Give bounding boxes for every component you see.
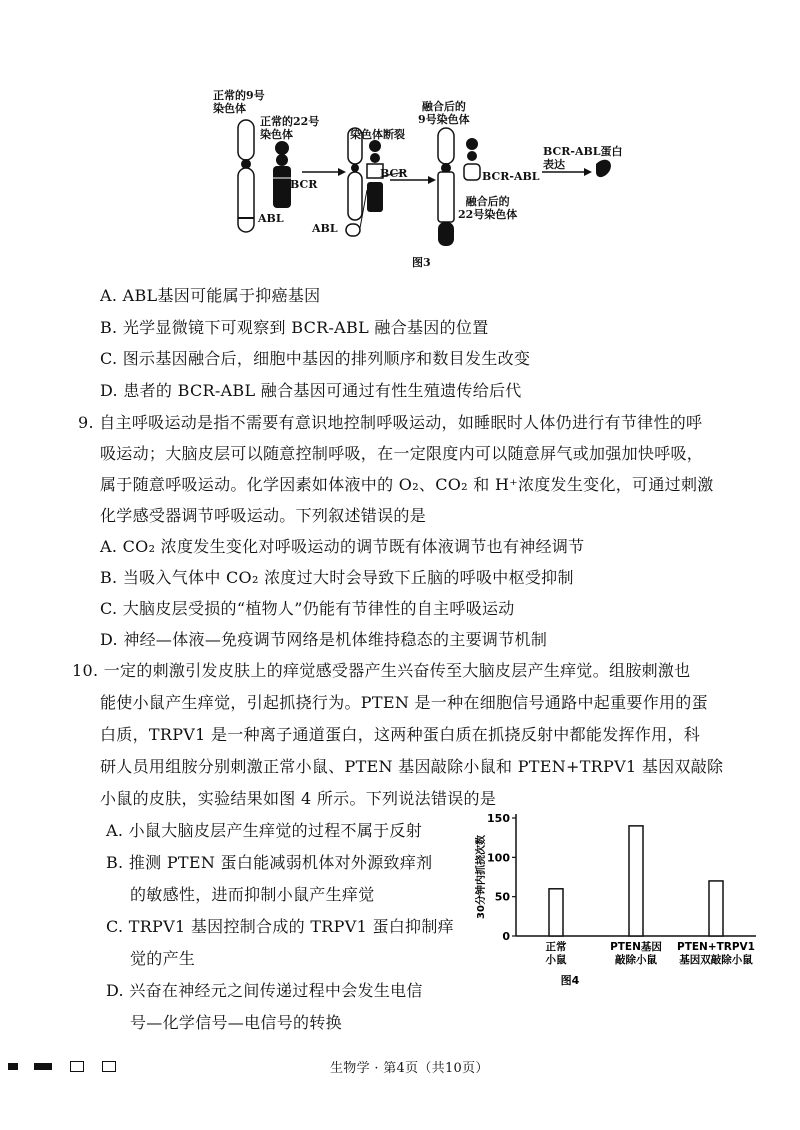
fused-chromosome-22 <box>464 138 480 180</box>
fused-chromosome-9 <box>438 128 454 246</box>
q9-stem-line-4: 化学感受器调节呼吸运动。下列叙述错误的是 <box>100 506 427 525</box>
x-category-label: PTEN基因 <box>610 941 662 953</box>
footer-mark-4 <box>102 1061 116 1072</box>
figure-3-caption: 图3 <box>412 256 431 269</box>
figure-4-bar-chart <box>470 812 770 992</box>
y-tick-label: 100 <box>487 851 510 865</box>
label-fused-9: 融合后的 9号染色体 <box>418 100 470 126</box>
figure-4-caption: 图4 <box>560 974 580 987</box>
q10-option-a: A. 小鼠大脑皮层产生痒觉的过程不属于反射 <box>106 821 423 840</box>
breaking-chromosomes <box>346 128 408 236</box>
q10-stem-line-3: 白质，TRPV1 是一种离子通道蛋白，这两种蛋白质在抓挠反射中都能发挥作用，科 <box>100 725 701 744</box>
q9-stem-line-1: 9. 自主呼吸运动是指不需要有意识地控制呼吸运动，如睡眠时人体仍进行有节律性的呼 <box>78 413 703 432</box>
q10-option-c-line-1: C. TRPV1 基因控制合成的 TRPV1 蛋白抑制痒 <box>106 917 454 936</box>
label-bcr-1: BCR <box>290 178 318 191</box>
normal-chromosome-9 <box>238 120 254 232</box>
x-category-label: 敲除小鼠 <box>615 954 657 966</box>
x-category-label: 基因双敲除小鼠 <box>679 954 753 966</box>
q10-option-d-line-1: D. 兴奋在神经元之间传递过程中会发生电信 <box>106 981 423 1000</box>
x-category-label: 正常 <box>545 941 567 953</box>
bar <box>549 889 563 936</box>
y-tick-label: 50 <box>494 890 510 904</box>
q10-option-b-line-2: 的敏感性，进而抑制小鼠产生痒觉 <box>130 885 375 904</box>
q9-option-a: A. CO₂ 浓度发生变化对呼吸运动的调节既有体液调节也有神经调节 <box>100 537 585 556</box>
q9-option-d: D. 神经—体液—免疫调节网络是机体维持稳态的主要调节机制 <box>100 630 548 649</box>
y-tick-label: 0 <box>502 930 510 943</box>
bar <box>629 826 643 936</box>
q9-option-b: B. 当吸入气体中 CO₂ 浓度过大时会导致下丘脑的呼吸中枢受抑制 <box>100 568 574 587</box>
q10-option-b-line-1: B. 推测 PTEN 蛋白能减弱机体对外源致痒剂 <box>106 853 433 872</box>
x-category-label: PTEN+TRPV1 <box>677 941 755 953</box>
q9-stem-line-3: 属于随意呼吸运动。化学因素如体液中的 O₂、CO₂ 和 H⁺浓度发生变化，可通过刺激 <box>100 475 714 494</box>
q10-stem-line-1: 10. 一定的刺激引发皮肤上的痒觉感受器产生兴奋传至大脑皮层产生痒觉。组胺刺激也 <box>72 661 691 680</box>
page-number: 生物学 · 第4页（共10页） <box>330 1061 489 1076</box>
label-abl-2: ABL <box>312 222 338 235</box>
label-bcr-2: BCR <box>380 167 408 180</box>
footer-mark-2 <box>34 1063 52 1070</box>
bar <box>709 881 723 936</box>
label-abl-1: ABL <box>258 212 284 225</box>
q10-stem-line-2: 能使小鼠产生痒觉，引起抓挠行为。PTEN 是一种在细胞信号通路中起重要作用的蛋 <box>100 693 708 712</box>
q8-option-c: C. 图示基因融合后，细胞中基因的排列顺序和数目发生改变 <box>100 349 531 368</box>
footer-mark-3 <box>70 1061 84 1072</box>
q8-option-a: A. ABL基因可能属于抑癌基因 <box>100 286 321 305</box>
q10-option-c-line-2: 觉的产生 <box>130 949 196 968</box>
label-normal-9: 正常的9号 染色体 <box>213 89 265 115</box>
normal-chromosome-22 <box>273 141 291 208</box>
q9-stem-line-2: 吸运动；大脑皮层可以随意控制呼吸，在一定限度内可以随意屏气或加强加快呼吸， <box>100 444 704 463</box>
label-normal-22: 正常的22号 染色体 <box>260 115 320 141</box>
x-category-label: 小鼠 <box>545 954 567 966</box>
q8-option-b: B. 光学显微镜下可观察到 BCR-ABL 融合基因的位置 <box>100 318 489 337</box>
q10-option-d-line-2: 号—化学信号—电信号的转换 <box>130 1013 342 1032</box>
y-axis-label: 30分钟内抓挠次数 <box>476 835 487 919</box>
q10-stem-line-5: 小鼠的皮肤，实验结果如图 4 所示。下列说法错误的是 <box>100 789 497 808</box>
q8-option-d: D. 患者的 BCR-ABL 融合基因可通过有性生殖遗传给后代 <box>100 381 522 400</box>
q10-stem-line-4: 研人员用组胺分别刺激正常小鼠、PTEN 基因敲除小鼠和 PTEN+TRPV1 基因双敲除 <box>100 757 724 776</box>
label-fused-22: 融合后的 22号染色体 <box>458 195 518 221</box>
label-expression: BCR-ABL蛋白 表达 <box>543 145 623 171</box>
q9-option-c: C. 大脑皮层受损的“植物人”仍能有节律性的自主呼吸运动 <box>100 599 515 618</box>
label-bcr-abl: BCR-ABL <box>482 170 540 183</box>
label-break: 染色体断裂 <box>350 128 405 141</box>
y-tick-label: 150 <box>487 812 510 825</box>
footer-mark-1 <box>8 1063 18 1070</box>
